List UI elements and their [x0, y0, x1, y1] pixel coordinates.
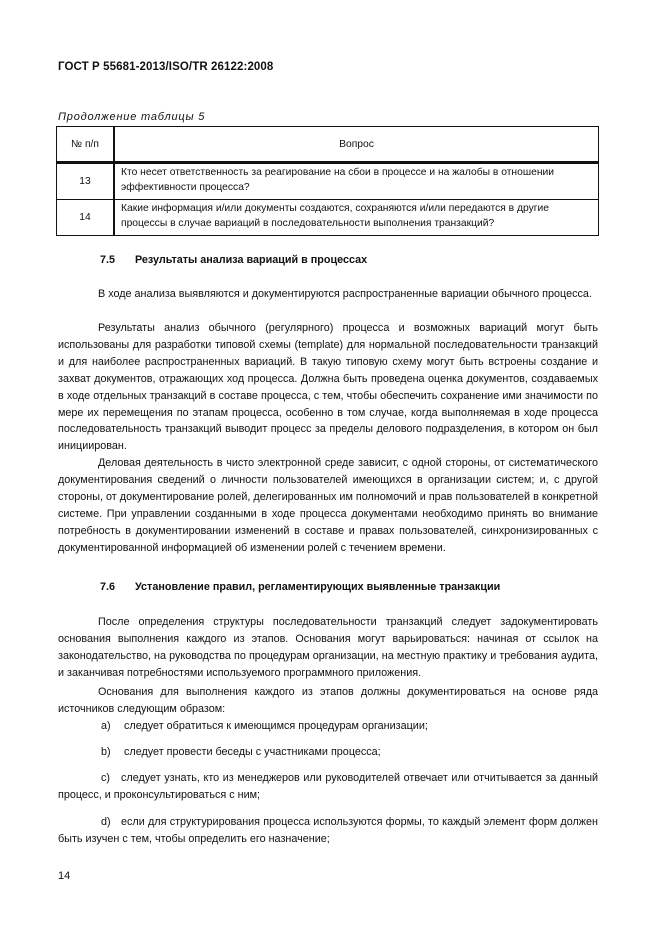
column-header-question: Вопрос	[114, 127, 599, 163]
paragraph: После определения структуры последовательности транзакций следует задокументировать основания выполнения каждого из этапов. Основания могут варьироваться: начиная от ссылок на законодательство, на руководства по процедурам организации, на местную практику и требования аудита, и заканчивая потребностями используемого программного приложения.	[58, 616, 598, 679]
list-item-text: следует обратиться к имеющимся процедурам организации;	[124, 720, 428, 732]
section-title: Результаты анализа вариаций в процессах	[135, 254, 368, 266]
section-number: 7.6	[100, 581, 116, 593]
page-number: 14	[58, 870, 71, 882]
list-item	[58, 718, 598, 735]
list-item-label: a)	[101, 720, 111, 732]
section-number: 7.5	[100, 254, 116, 266]
row-number: 14	[57, 200, 115, 236]
table-row	[57, 163, 599, 200]
paragraph: Результаты анализ обычного (регулярного) процесса и возможных вариаций могут быть использованы для разработки типовой схемы (template) для нормальной последовательности транзакций и для наиболее распространенных вариаций. В такую типовую схему могут быть встроены создание и захват документов, отражающих ход процесса. Должна быть проведена оценка документов, создаваемых в ходе отдельных транзакций в составе процесса, с тем, чтобы обеспечить сохранение ими значимости по мере их перемещения по этапам процесса, особенно в том случае, когда выполняемая в ходе процесса последовательность транзакций выводит процесс за пределы делового подразделения, в котором он был инициирован.	[58, 322, 598, 453]
paragraph: В ходе анализа выявляются и документируются распространенные вариации обычного процесса.	[98, 288, 592, 300]
column-header-number: № п/п	[57, 127, 115, 163]
table-row	[57, 200, 599, 236]
row-question: Кто несет ответственность за реагирование на сбои в процессе и на жалобы в отношении эффективности процесса?	[114, 163, 599, 200]
row-number: 13	[57, 163, 115, 200]
questions-table	[56, 126, 599, 236]
paragraph: Основания для выполнения каждого из этапов должны документироваться на основе ряда источников следующим образом:	[58, 686, 598, 715]
list-item-label: d)	[101, 816, 111, 828]
standard-code-header: ГОСТ Р 55681-2013/ISO/TR 26122:2008	[58, 61, 274, 73]
paragraph: Деловая деятельность в чисто электронной среде зависит, с одной стороны, от систематического документирования сведений о личности пользователей имеющихся в организации систем; и, с другой стороны, от документирование ролей, делегированных им полномочий и прав пользователей в конкретной системе. При управлении созданными в ходе процесса документами необходимо принять во внимание потребность в документировании изменений в составе и правах пользователей, синхронизированных с документированной информацией об изменении ролей с течением времени.	[58, 457, 598, 554]
list-item-text: следует провести беседы с участниками процесса;	[124, 746, 381, 758]
list-item-label: c)	[101, 772, 110, 784]
list-item	[58, 744, 598, 761]
list-item	[58, 770, 598, 804]
row-question: Какие информация и/или документы создаются, сохраняются и/или передаются в другие процессы в случае вариаций в последовательности выполнения транзакций?	[114, 200, 599, 236]
table-caption: Продолжение таблицы 5	[58, 111, 206, 123]
list-item-label: b)	[101, 746, 111, 758]
list-item-text: если для структурирования процесса используются формы, то каждый элемент форм должен быть изучен с тем, чтобы определить его назначение;	[58, 816, 598, 845]
list-item	[58, 814, 598, 848]
section-title: Установление правил, регламентирующих выявленные транзакции	[135, 581, 501, 593]
list-item-text: следует узнать, кто из менеджеров или руководителей отвечает или отчитывается за данный процесс, и проконсультироваться с ним;	[58, 772, 598, 801]
table-header-row	[57, 127, 599, 163]
